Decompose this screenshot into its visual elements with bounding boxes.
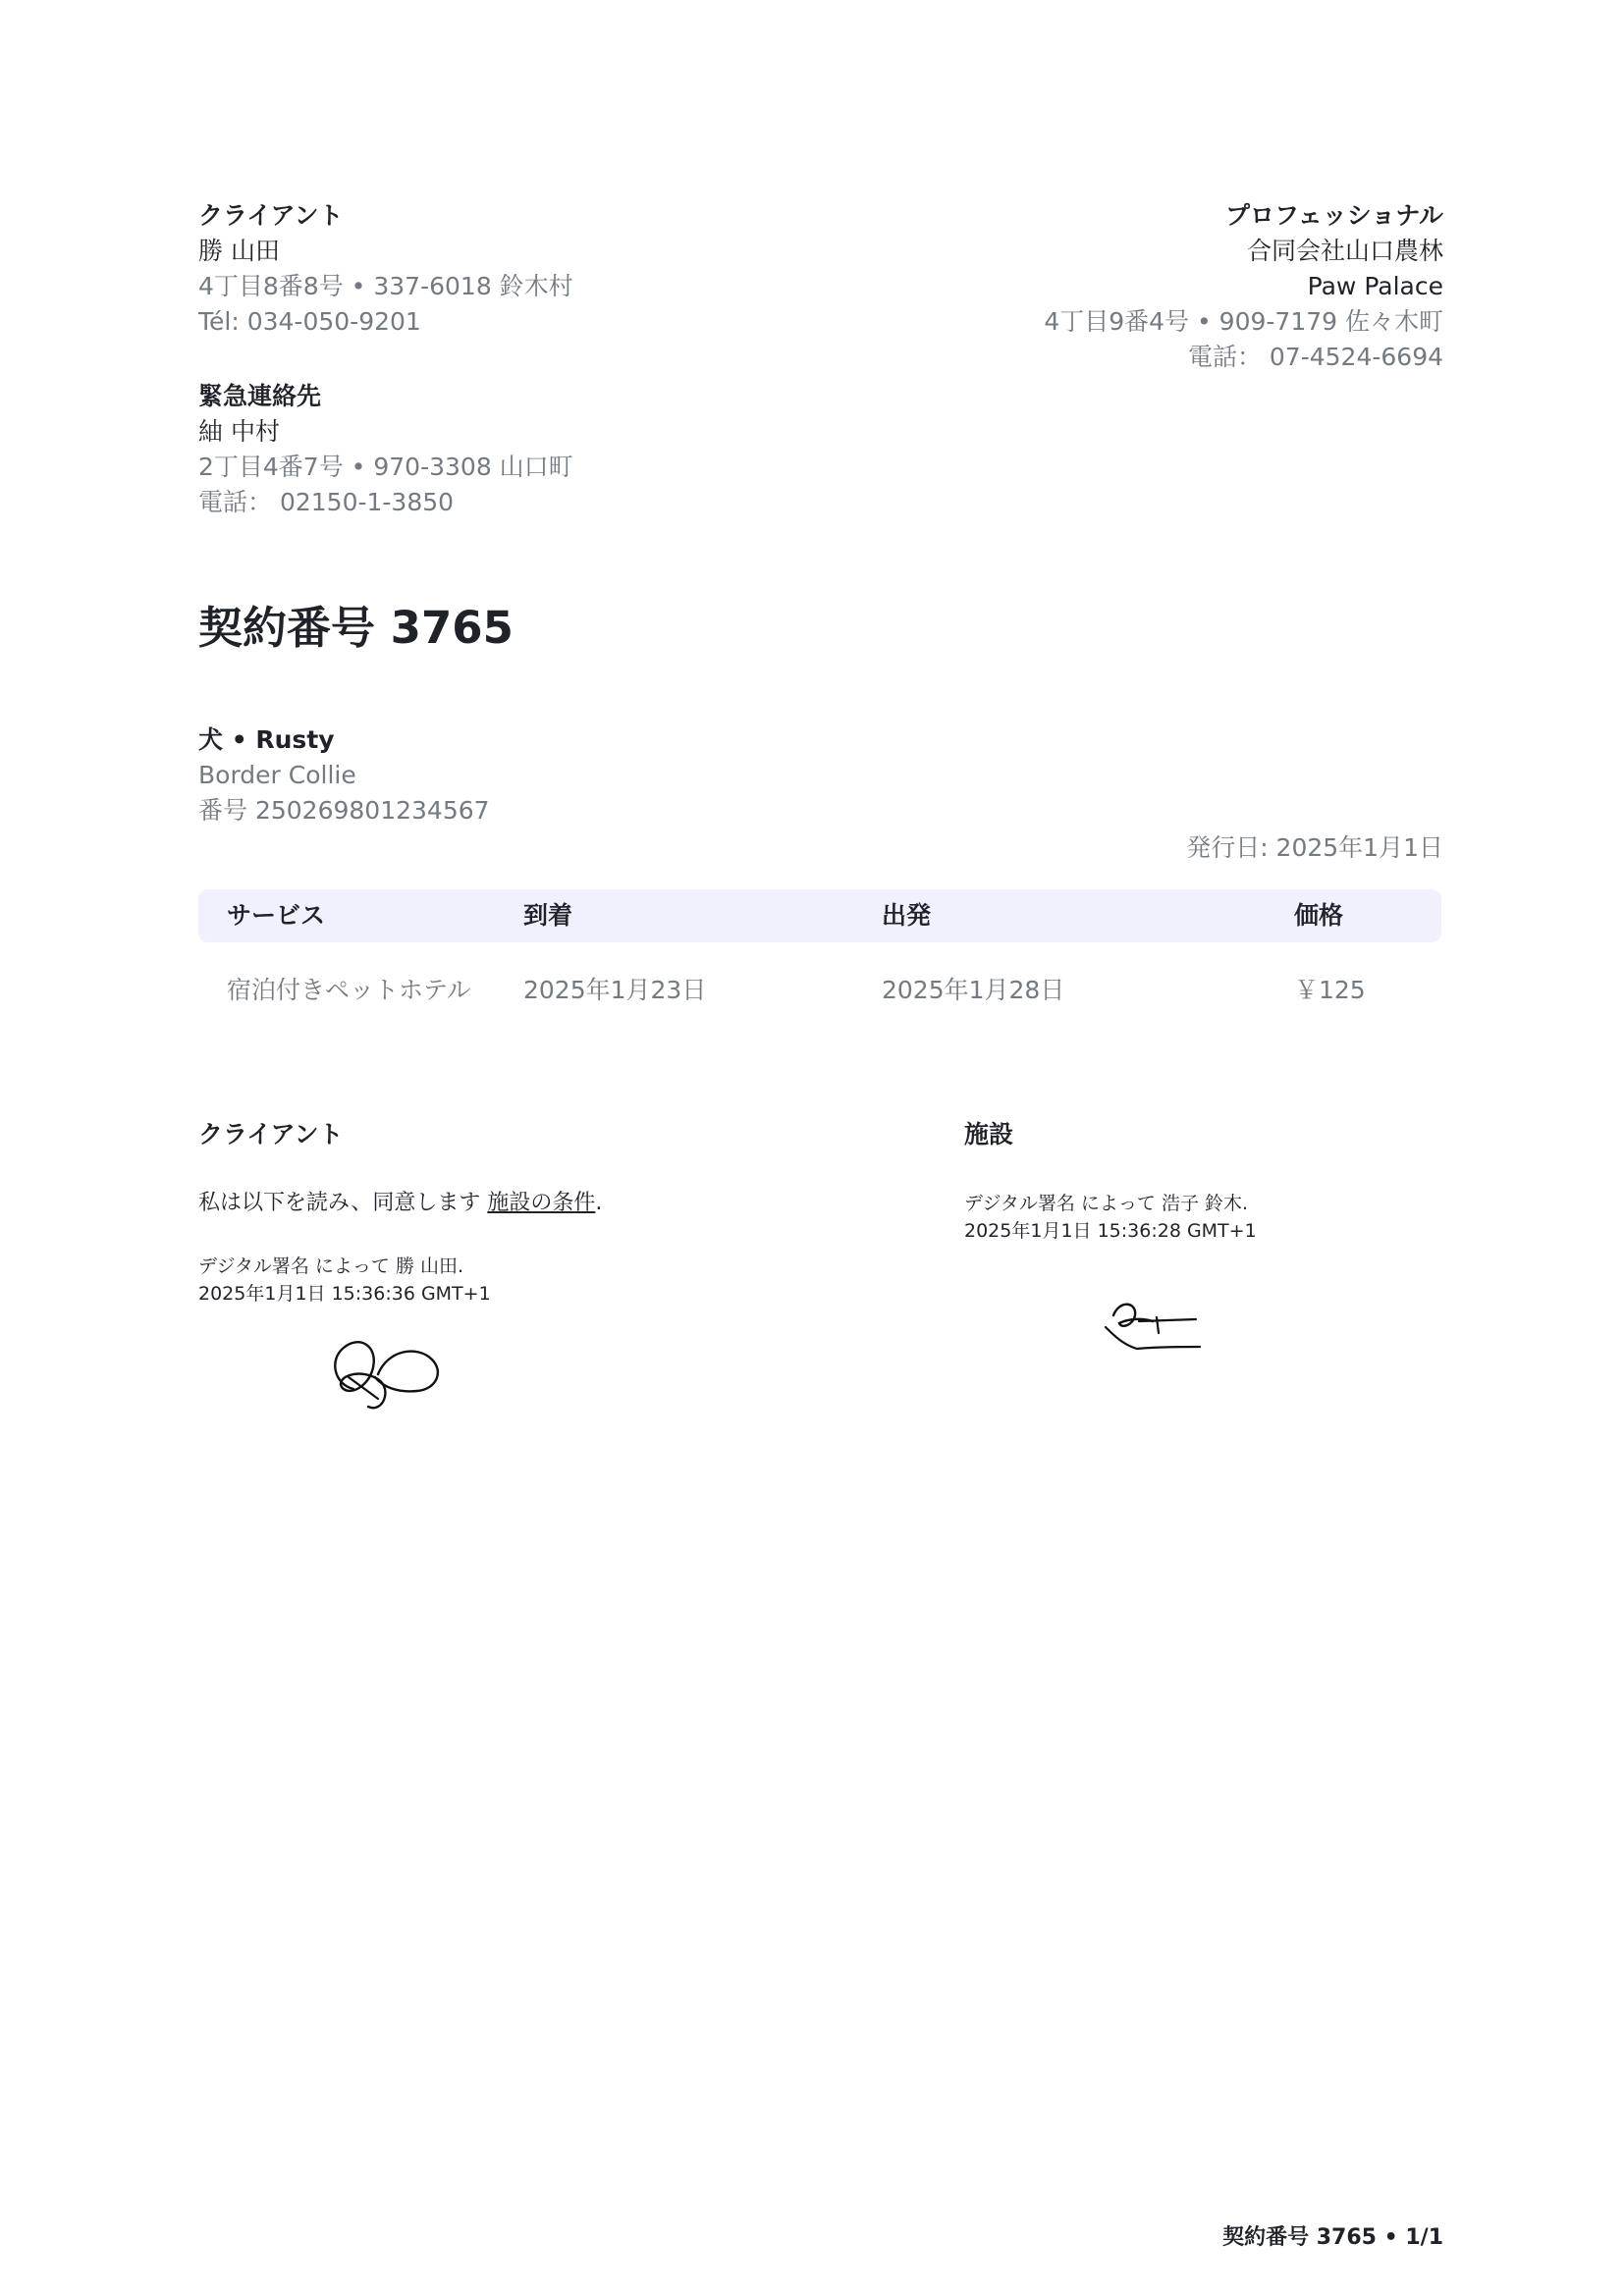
emergency-address: 2丁目4番7号 • 970-3308 山口町 [198, 453, 573, 481]
terms-link[interactable]: 施設の条件 [487, 1191, 596, 1215]
facility-signature [1098, 1294, 1225, 1362]
emergency-heading: 緊急連絡先 [198, 382, 322, 410]
table-cell-service: 宿泊付きペットホテル [227, 976, 471, 1004]
table-cell-departure: 2025年1月28日 [882, 976, 1065, 1004]
client-signed-by: デジタル署名 によって 勝 山田. [198, 1255, 464, 1277]
client-name: 勝 山田 [198, 237, 280, 265]
professional-phone: 電話： 07-4524-6694 [1187, 343, 1443, 371]
table-cell-price: ￥125 [1294, 976, 1366, 1004]
client-address: 4丁目8番8号 • 337-6018 鈴木村 [198, 272, 573, 300]
table-header-arrival: 到着 [523, 901, 573, 930]
issue-date: 発行日: 2025年1月1日 [1186, 833, 1443, 862]
emergency-contact-block [198, 379, 573, 520]
pet-title: 犬 • Rusty [198, 725, 335, 754]
pet-breed: Border Collie [198, 761, 356, 789]
table-header-price: 価格 [1294, 901, 1344, 930]
terms-agreement [198, 1189, 602, 1218]
pet-id: 番号 250269801234567 [198, 796, 490, 825]
page-footer: 契約番号 3765 • 1/1 [1222, 2225, 1443, 2250]
professional-block [1044, 198, 1443, 375]
terms-prefix: 私は以下を読み、同意します [198, 1191, 481, 1215]
emergency-name: 紬 中村 [198, 417, 280, 446]
terms-suffix: . [595, 1191, 603, 1215]
client-signature-timestamp: 2025年1月1日 15:36:36 GMT+1 [198, 1283, 491, 1305]
client-signature-heading: クライアント [198, 1120, 344, 1148]
emergency-phone: 電話： 02150-1-3850 [198, 488, 455, 516]
professional-heading: プロフェッショナル [1224, 201, 1443, 230]
professional-address: 4丁目9番4号 • 909-7179 佐々木町 [1044, 307, 1443, 336]
facility-signature-timestamp: 2025年1月1日 15:36:28 GMT+1 [964, 1220, 1257, 1242]
table-header-row [198, 889, 1441, 942]
table-header-departure: 出発 [882, 901, 932, 930]
facility-signed-by: デジタル署名 によって 浩子 鈴木. [964, 1193, 1249, 1214]
table-header-service: サービス [227, 901, 326, 930]
facility-signature-heading: 施設 [964, 1120, 1014, 1148]
client-signature [324, 1330, 447, 1418]
professional-company: 合同会社山口農林 [1246, 237, 1443, 265]
client-block [198, 198, 573, 340]
client-phone: Tél: 034-050-9201 [198, 307, 421, 336]
professional-business: Paw Palace [1307, 272, 1443, 300]
contract-title: 契約番号 3765 [198, 602, 514, 654]
client-heading: クライアント [198, 201, 344, 230]
table-cell-arrival: 2025年1月23日 [523, 976, 707, 1004]
pet-block [198, 722, 490, 828]
